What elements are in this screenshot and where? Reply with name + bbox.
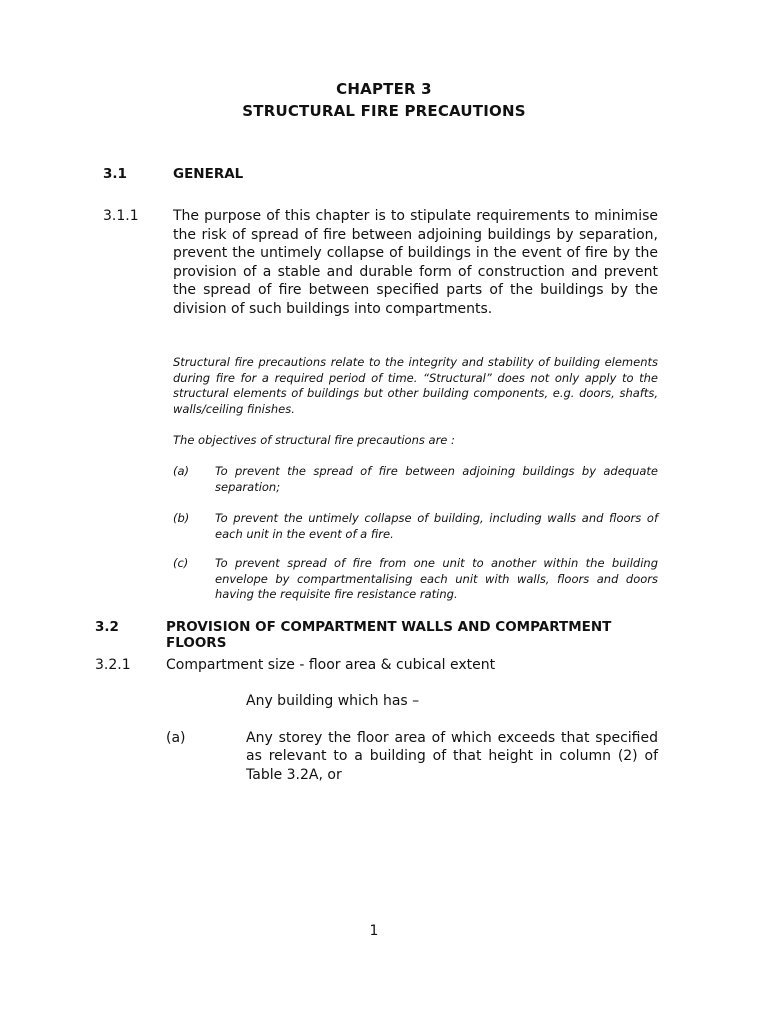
objectives-intro: The objectives of structural fire precautions are : (173, 433, 455, 447)
item-a-text: Any storey the floor area of which exceeds that specified as relevant to a building of that height in column (2) of Table 3.2A, or (246, 730, 658, 783)
section-3-2-number: 3.2 (95, 619, 119, 635)
chapter-number: CHAPTER 3 (336, 80, 432, 98)
objective-b-text: To prevent the untimely collapse of building, including walls and floors of each unit in the event of a fire. (215, 511, 658, 541)
item-a-label: (a) (166, 730, 186, 746)
structural-note: Structural fire precautions relate to the integrity and stability of building elements during fire for a required period of time. “Structural” does not only apply to the structural elements of buildings but other building components, e.g. doors, shafts, walls/ceiling finishes. (173, 355, 658, 416)
objective-c-text: To prevent spread of fire from one unit to another within the building envelope by compartmentalising each unit with walls, floors and doors having the requisite fire resistance rating. (215, 556, 658, 601)
objective-b-label: (b) (173, 511, 190, 525)
section-3-2-1-number: 3.2.1 (95, 657, 131, 673)
section-3-1-number: 3.1 (103, 166, 127, 182)
objective-a-label: (a) (173, 464, 190, 478)
objective-a-text: To prevent the spread of fire between adjoining buildings by adequate separation; (215, 464, 658, 494)
building-intro: Any building which has – (246, 693, 420, 709)
section-3-1-1-number: 3.1.1 (103, 208, 139, 224)
section-3-2-1-title: Compartment size - floor area & cubical extent (166, 657, 496, 673)
section-3-2-title: PROVISION OF COMPARTMENT WALLS AND COMPARTMENT FLOORS (166, 619, 612, 651)
chapter-title: STRUCTURAL FIRE PRECAUTIONS (242, 102, 526, 120)
section-3-1-1-text: The purpose of this chapter is to stipulate requirements to minimise the risk of spread of fire between adjoining buildings by separation, prevent the untimely collapse of buildings in the event of fire by the provision of a stable and durable form of construction and prevent the spread of fire between specified parts of the buildings by the division of such buildings into compartments. (173, 208, 658, 317)
objective-c-label: (c) (173, 556, 189, 570)
page-number: 1 (369, 923, 379, 939)
section-3-1-title: GENERAL (173, 166, 244, 182)
